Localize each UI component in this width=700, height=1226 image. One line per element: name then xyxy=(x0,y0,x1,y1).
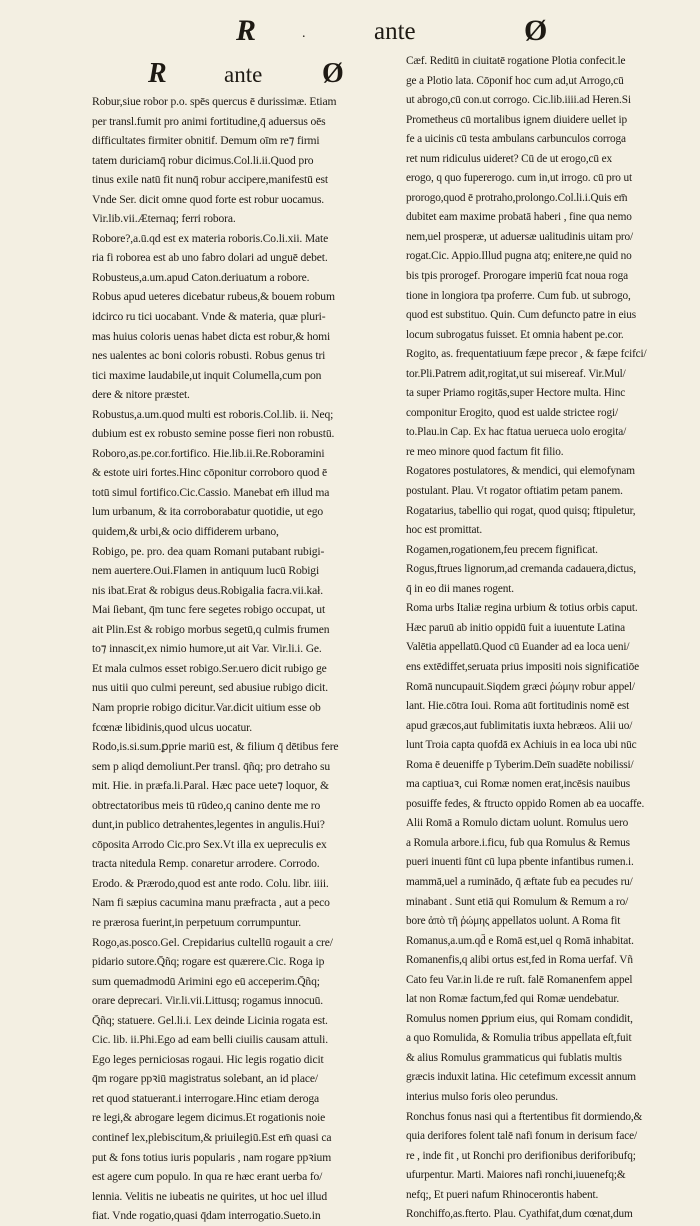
text-line: Romanus,a.um.qd̄ e Romā est,uel q Romā inhabitat. xyxy=(406,934,634,947)
text-line: tione in longiora tpa proferre. Cum fub. ut subrogo, xyxy=(406,289,631,302)
text-line: Cic. lib. ii.Phi.Ego ad eam belli ciuilis causam attuli. xyxy=(92,1033,328,1047)
text-line: quidem,& urbi,& ocio diffiderem urbano, xyxy=(92,525,279,539)
text-line: componitur Erogito, quod est ualde strictee rogi/ xyxy=(406,406,618,419)
text-line: Roma ē deueniffe p Tyberim.Deīn suadēte nobilissi/ xyxy=(406,758,634,771)
text-line: per transl.fumit pro animi fortitudine,q̄ aduersus oēs xyxy=(92,114,326,128)
text-line: Robus apud ueteres dicebatur rubeus,& bouem robum xyxy=(92,290,335,304)
running-head-symbol: Ø xyxy=(524,14,548,47)
text-line: re , inde fit , ut Ronchi pro derifionibus deriforibufq; xyxy=(406,1149,636,1162)
text-line: difficultates firmiter obnitif. Demum oīm re⁊ firmi xyxy=(92,134,320,148)
text-line: Robore?,a.ū.qd est ex materia roboris.Co.li.xii. Mate xyxy=(92,231,329,245)
text-line: mammā,uel a ruminādo, q̄ æftate fub ea pecudes ru/ xyxy=(406,875,633,888)
text-line: mas huius coloris uenas habet dicta est robur,& homi xyxy=(92,329,331,343)
text-line: pidario sutore.Q̄ñq; rogare est quærere.Cic. Roga ip xyxy=(92,955,325,969)
right-column xyxy=(406,52,694,1221)
text-line: tici maxime laudabile,ut inquit Columella,cum pon xyxy=(92,368,322,382)
text-line: Valētia appellatū.Quod cū Euander ad ea loca ueni/ xyxy=(406,641,630,654)
text-line: lat non Romæ factum,fed qui Romæ uendebatur. xyxy=(406,993,620,1006)
text-line: q̄m rogare ppꝛiū magistratus solebant, an id place/ xyxy=(92,1072,318,1086)
text-line: Ronchiffo,as.fterto. Plau. Cyathifat,dum cœnat,dum xyxy=(406,1208,633,1221)
text-line: ufurpentur. Marti. Maiores nafi ronchi,iuuenefq;& xyxy=(406,1169,626,1182)
text-line: & alius Romulus grammaticus qui fublatis multis xyxy=(406,1051,622,1064)
text-line: Mai ſiebant, q̄m tunc fere segetes robigo occupat, ut xyxy=(92,603,326,617)
text-line: Robur,siue robor p.o. spēs quercus ē durissimæ. Etiam xyxy=(92,95,337,108)
text-line: locum subrogatus fuisset. Et omnia habent pe.cor. xyxy=(406,328,624,341)
text-line: to.Plau.in Cap. Ex hac ftatua uerueca uolo erogita/ xyxy=(406,426,627,439)
text-line: totū simul fortifico.Cic.Cassio. Manebat em̄ illud ma xyxy=(92,485,330,499)
text-line: Nam fi sæpius cacumina manu præfracta , aut a peco xyxy=(92,896,330,910)
text-line: re legi,& abrogare legem dicimus.Et rogationis noie xyxy=(92,1111,326,1125)
text-line: ret num ridiculus uideret? Cū de ut erogo,cū ex xyxy=(406,152,612,165)
text-line: ret quod statuerant.i interrogare.Hinc etiam deroga xyxy=(92,1091,320,1105)
text-line: tracta nitedula Remp. conaretur arrodere. Corrodo. xyxy=(92,857,320,871)
text-line: nem auertere.Oui.Flamen in antiquum lucū Robigi xyxy=(92,564,320,578)
text-line: Cæf. Reditū in ciuitatē rogatione Plotia confecit.le xyxy=(406,55,626,67)
text-line: dubium est ex robusto semine posse fieri non robustū. xyxy=(92,427,335,441)
left-column xyxy=(92,58,404,1223)
text-line: dunt,in publico detrahentes,legentes in angulis.Hui? xyxy=(92,818,325,832)
text-line: Rogamen,rogationem,feu precem fignificat. xyxy=(406,543,598,556)
text-line: interius mulso foris oleo perundus. xyxy=(406,1090,558,1103)
text-line: Romulus nomen ꝑprium eius, qui Romam condidit, xyxy=(406,1012,633,1025)
text-line: Nam proprie robigo dicitur.Var.dicit uitium esse ob xyxy=(92,700,321,714)
column-heading xyxy=(92,58,404,88)
text-line: pueri inuenti fūnt cū lupa pbente infantibus rumen.i. xyxy=(406,856,634,869)
text-line: est agere cum populo. In qua re hæc erant uerba fo/ xyxy=(92,1170,323,1184)
text-line: bore ἀπὸ τῆ ῥώμης appellatos uolunt. A Roma fit xyxy=(406,915,621,928)
column-heading-letter: R xyxy=(148,58,167,89)
text-line: nus uitii quo culmi pereunt, sed abusiue rubigo dicit. xyxy=(92,681,328,695)
running-head-letter: R xyxy=(236,14,257,47)
text-line: lant. Hie.cōtra Ioui. Roma aūt fortitudinis nomē est xyxy=(406,700,630,713)
text-line: Robustus,a.um.quod multi est roboris.Col.lib. ii. Neq; xyxy=(92,407,334,421)
text-line: ma captiuaꝛ, cui Romæ nomen erat,incēsis nauibus xyxy=(406,778,631,791)
text-line: nem,uel prosperæ, ut aduersæ ualitudinis uitam pro/ xyxy=(406,230,634,243)
text-line: tatem duriciamq̄ robur dicimus.Col.li.ii.Quod pro xyxy=(92,153,314,167)
text-line: Ronchus fonus nasi qui a ftertentibus fit dormiendo,& xyxy=(406,1110,643,1123)
text-line: nis ibat.Erat & robigus deus.Robigalia facra.vii.kał. xyxy=(92,583,323,597)
text-line: hoc est promittat. xyxy=(406,524,483,537)
text-line: Rodo,is.si.sum.ꝑprie mariū est, & filium q̄ dētibus fere xyxy=(92,740,339,754)
text-line: put & fons totius iuris popularis , nam rogare ppꝛium xyxy=(92,1150,332,1164)
text-line: græcis induxit latina. Hic cetefimum excessit annum xyxy=(406,1071,636,1084)
text-line: sem p aliqd demoliunt.Per transl. q̄ñq; pro detraho su xyxy=(92,759,331,773)
text-line: mit. Hie. in præfa.li.Paral. Hæc pace uete⁊ loquor, & xyxy=(92,779,329,793)
text-line: re prærosa fuerint,in perpetuum corrumpuntur. xyxy=(92,915,301,929)
text-line: apud græcos,aut fublimitatis iuxta hebræos. Alii uo/ xyxy=(406,719,633,732)
text-line: tor.Pli.Patrem adit,rogitat,ut sui misereaf. Vir.Mul/ xyxy=(406,367,626,380)
text-line: Vnde Ser. dicit omne quod forte est robur uocamus. xyxy=(92,192,325,206)
text-line: obtrectatoribus meis tū rūdeo,q canino dente me ro xyxy=(92,798,321,812)
text-line: Rogus,ftrues lignorum,ad cremanda cadauera,dictus, xyxy=(406,563,636,576)
right-column-text xyxy=(406,52,694,1225)
text-line: quod est substituo. Quin. Cum defuncto patre in eius xyxy=(406,309,637,322)
text-line: erogo, q quo fupererogo. cum in,ut irrogo. cū pro ut xyxy=(406,172,632,185)
text-line: Rogito, as. frequentatiuum fæpe precor , & fæpe fcifci/ xyxy=(406,348,647,361)
text-line: lennia. Velitis ne iubeatis ne quirites, ut hoc uel illud xyxy=(92,1189,327,1203)
text-line: Q̄ñq; statuere. Gel.li.i. Lex deinde Licinia rogata est. xyxy=(92,1013,328,1027)
text-line: to⁊ innascit,ex nimio humore,ut ait Var. Vir.li.i. Ge. xyxy=(92,642,322,656)
text-line: a quo Romulida, & Romulia tribus appellata eſt,fuit xyxy=(406,1032,632,1045)
text-line: ria fi roborea est ab uno fabro dolari ad unguē debet. xyxy=(92,251,328,265)
text-line: Rogo,as.posco.Gel. Crepidarius cultellū rogauit a cre/ xyxy=(92,935,333,949)
text-line: Roma urbs Italiæ regina urbium & totius orbis caput. xyxy=(406,602,638,615)
text-line: Ego leges perniciosas rogaui. Hic legis rogatio dicit xyxy=(92,1052,324,1066)
text-line: lum urbanum, & ita corroborabatur quotidie, ut ego xyxy=(92,505,324,519)
text-line: Robigo, pe. pro. dea quam Romani putabant rubigi- xyxy=(92,544,325,558)
text-line: lunt Troia capta quofdā ex Achiuis in ea loca ubi nūc xyxy=(406,739,637,752)
text-line: fiat. Vnde rogatio,quasi q̄dam interrogatio.Sueto.in xyxy=(92,1209,321,1223)
text-line: a Romula arbore.i.ficu, fub qua Romulus & Remus xyxy=(406,836,630,849)
text-line: ge a Plotio lata. Cōponif hoc cum ad,ut Arrogo,cū xyxy=(406,74,624,87)
text-line: Robusteus,a.um.apud Caton.deriuatum a robore. xyxy=(92,270,310,284)
text-line: idcirco ru tici uocabant. Vnde & materia, quæ pluri- xyxy=(92,310,326,324)
running-head-word: ante xyxy=(374,18,416,45)
running-head-separator: . xyxy=(302,26,306,41)
text-line: ens extēdiffet,seruata prius impositi nois significatiōe xyxy=(406,660,639,673)
text-line: ut abrogo,cū con.ut corrogo. Cic.lib.iiii.ad Heren.Si xyxy=(406,94,631,107)
text-line: Romanenfis,q alibi ortus est,fed in Roma uerfaf. Vñ xyxy=(406,954,633,967)
text-line: Rogatarius, tabellio qui rogat, quod quisq; ftipuletur, xyxy=(406,504,636,517)
text-line: prorogo,quod ē protraho,prolongo.Col.li.i.Quis em̄ xyxy=(406,191,628,204)
text-line: ta super Priamo rogitās,super Hectore multa. Hinc xyxy=(406,387,626,400)
text-line: Prometheus cū mortalibus ignem diuidere uellet ip xyxy=(406,113,628,126)
text-line: bis tpis prorogef. Prorogare imperiū fcat noua roga xyxy=(406,270,628,283)
text-line: Roboro,as.pe.cor.fortifico. Hie.lib.ii.Re.Roboramini xyxy=(92,446,325,460)
text-line: q̄ in eo dii manes rogent. xyxy=(406,582,514,595)
column-heading-symbol: Ø xyxy=(322,58,344,89)
text-line: posuiffe fedes, & ftructo oppido Romen ab ea uocaffe. xyxy=(406,797,645,810)
text-line: tinus exile natū fit nunq̄ robur accipere,manifestū est xyxy=(92,173,328,187)
running-head xyxy=(0,14,700,48)
text-line: re meo minore quod factum fit filio. xyxy=(406,445,564,458)
text-line: orare deprecari. Vir.li.vii.Littusq; rogamus innocuū. xyxy=(92,994,324,1008)
text-line: Hæc paruū ab initio oppidū fuit a iuuentute Latina xyxy=(406,621,626,634)
text-line: Romā nuncupauit.Siqdem græci ῥώμην robur appel/ xyxy=(406,680,635,693)
text-line: nes ualentes ac boni coloris robusti. Robus genus tri xyxy=(92,349,326,363)
text-line: nefq;, Et pueri nafum Rhinocerontis habent. xyxy=(406,1188,599,1201)
column-heading-word: ante xyxy=(224,62,263,87)
text-line: dere & nitore præstet. xyxy=(92,388,190,402)
text-line: rogat.Cic. Appio.Illud pugna atq; enitere,ne quid no xyxy=(406,250,632,263)
text-line: dubitet eam maxime probatā haberi , fine qua nemo xyxy=(406,211,632,224)
text-line: ait Plin.Est & robigo morbus segetū,q culmis frumen xyxy=(92,622,330,636)
text-line: quia derifores folent talē nafi fonum in derisum face/ xyxy=(406,1130,637,1143)
text-line: Alii Romā a Romulo dictam uolunt. Romulus uero xyxy=(406,817,629,830)
text-line: sum quemadmodū Arimini ego eū acceperim.Q̄ñq; xyxy=(92,974,320,988)
text-line: Vir.lib.vii.Æternaq; ferri robora. xyxy=(92,212,236,226)
text-line: postulant. Plau. Vt rogator oftiatim petam panem. xyxy=(406,485,623,498)
text-line: fcœnæ libidinis,quod ulcus uocatur. xyxy=(92,720,252,734)
text-line: cōposita Arrodo Cic.pro Sex.Vt illa ex uepreculis ex xyxy=(92,837,327,851)
left-column-text xyxy=(92,92,404,1226)
text-line: minabant . Sunt etiā qui Romulum & Remum a ro/ xyxy=(406,895,629,908)
text-line: fe a uicinis cū testa ambulans carbunculos corroga xyxy=(406,133,626,146)
text-line: Rogatores postulatores, & mendici, qui elemofynam xyxy=(406,465,635,478)
text-line: Cato feu Var.in li.de re ruſt. falē Romanenfem appel xyxy=(406,973,633,986)
text-line: & estote uiri fortes.Hinc cōponitur corroboro quod ē xyxy=(92,466,327,480)
text-line: continef lex,plebiscitum,& priuilegiū.Est em̄ quasi ca xyxy=(92,1130,332,1144)
text-line: Et mala culmos esset robigo.Ser.uero dicit rubigo ge xyxy=(92,661,327,675)
text-line: Erodo. & Prærodo,quod est ante rodo. Colu. libr. iiii. xyxy=(92,876,329,890)
